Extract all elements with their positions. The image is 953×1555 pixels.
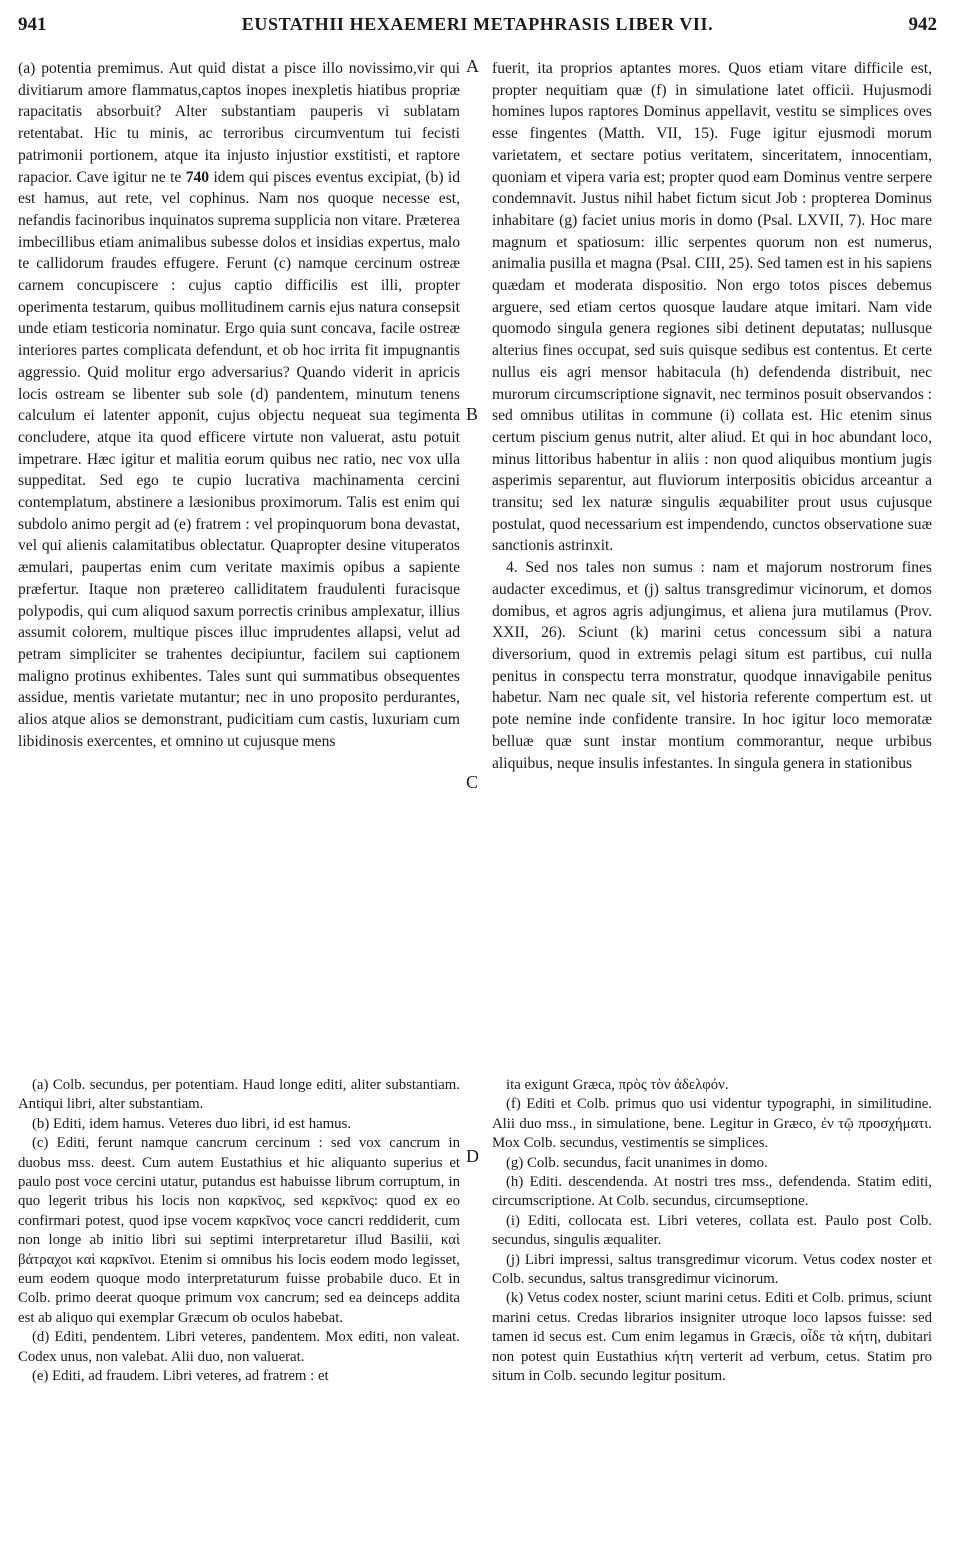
footnote-h: (h) Editi. descendenda. At nostri tres mss., defendenda. Statim editi, circumscriptione. At Colb. secundus, circumseptione. xyxy=(492,1174,932,1210)
page-number-left: 941 xyxy=(18,14,47,35)
section-marker-d: D xyxy=(466,1146,479,1166)
right-paragraph-2: 4. Sed nos tales non sumus : nam et majorum nostrorum fines audacter excedimus, et (j) saltus transgredimur vicinorum, et domos domibus, et agros agris adjungimus, et aliena jura mutilamus (Prov. XXII, 26). Sciunt (k) marini cetus concessum sibi a natura diversorium, quod in extremis pelagi situm est partibus, cui nulla penitus in conspectu terra monstratur, quodque innavigabile penitus habetur. Nam nec quale sit, vel historia referente compertum est. ut pote nemine inde confidente transire. In hoc igitur loco memoratæ belluæ quæ sunt instar montium commorantur, neque urbibus aliquibus, neque insulis infestantes. In singula genera in stationibus xyxy=(492,559,932,772)
footnote-a: (a) Colb. secundus, per potentiam. Haud longe editi, aliter substantiam. Antiqui libri, alter substantiam. xyxy=(18,1077,460,1113)
left-text-column xyxy=(18,58,460,753)
left-paragraph-part-2: idem qui pisces eventus excipiat, (b) id est hamus, aut rete, vel cophinus. Nam nos quoque necesse est, nefandis facinoribus inquinatos suprema supplicia non vitare. Præterea imbecillibus etiam animalibus subesse dolos et insidias expertus, malo te callidorum fraudes effugere. Ferunt (c) namque cercinum ostreæ carnem concupiscere : cujus captio difficilis est illi, propter operimenta testarum, quibus mollitudinem carnis ejus natura consepsit unde etiam testicoria nominatur. Ergo quia sunt concava, facile ostreæ interiores partes complicata defendunt, et ob hoc irrita fit impugnantis aggressio. Quid molitur ergo adversarius? Quando viderit in apricis locis ostream se libenter sub sole (d) pandentem, minutum tenens calculum ei latenter apponit, cujus objectu nequeat sua tegimenta concludere, atque ita quod efficere virtute non valuerat, astu potuit impetrare. Hæc igitur et malitia eorum quibus nec ratio, nec vox ulla suppeditat. Sed ego te cupio lucrativa machinamenta cercini contemplatum, abstinere a læsionibus proximorum. Talis est enim qui subdolo animo pergit ad (e) fratrem : vel propinquorum bona devastat, vel qui alienis calamitatibus oblectatur. Quapropter desine vituperatos æmulari, paupertas enim cum veritate maximis opibus a sapiente præfertur. Itaque non prætereo calliditatem fraudulenti furacisque polypodis, qui cum aliquod saxum porrectis crinibus amplexatur, illius assumit colorem, multique pisces illuc imprudentes allapsi, velut ad petram simpliciter se trahentes decipiuntur, facilem sui captionem maligno protinus exhibentes. Tales sunt qui summatibus obsequentes assidue, mentis varietate mutantur; nec in uno proposito perdurantes, alios atque alios se demonstrant, pudicitiam cum castis, luxuriam cum libidinosis exercentes, et omnino ut cujusque mens xyxy=(18,168,460,750)
footnote-e-continued: ita exigunt Græca, πρὸς τὸν ἀδελφόν. xyxy=(506,1077,729,1093)
footnote-c: (c) Editi, ferunt namque cancrum cercinum : sed vox cancrum in duobus mss. deest. Cum autem Eustathius et hic aliquanto superius et paulo post voce cercini utatur, putandus est habuisse librum corruptum, in quo legerit tribus his locis non καρκῖνος, sed κερκῖνος: quod ex eo confirmari potest, quod ipse vocem καρκῖνος voce cancri reddiderit, cum non longe ab initio libri sui septimi interpretaretur illud Basilii, καὶ βάτραχοι καὶ καρκῖνοι. Etenim si omnibus his locis eodem modo legisset, eum eodem quoque modo interpretaturum fuisse probabile duco. Et in Colb. primo deerat quoque primum vox cancrum; sed ea deinceps addita est ab aliquo qui exemplar Græcum ob oculos habebat. xyxy=(18,1135,460,1326)
signature-number: 740 xyxy=(185,168,210,186)
left-footnotes xyxy=(18,1076,460,1387)
footnote-k: (k) Vetus codex noster, sciunt marini cetus. Editi et Colb. primus, sciunt marini cetus. Credas librarios insigniter utroque loco lapsos fuisse: sed tamen id secus est. Cum enim legamus in Græcis, οἶδε τὰ κήτη, dubitari non potest quin Eustathius κήτη verterit ad verbum, cetus. Statim pro situm in Colb. secundo legitur positum. xyxy=(492,1290,932,1385)
footnote-f: (f) Editi et Colb. primus quo usi videntur typographi, in similitudine. Alii duo mss., in simulatione, bene. Legitur in Græco, ἐν τῷ προσχήματι. Mox Colb. secundus, vestimentis se simplices. xyxy=(492,1096,932,1152)
section-marker-b: B xyxy=(466,404,479,424)
right-text-column xyxy=(492,58,932,774)
footnote-e: (e) Editi, ad fraudem. Libri veteres, ad fratrem : et xyxy=(32,1368,329,1385)
footnote-d: (d) Editi, pendentem. Libri veteres, pandentem. Mox editi, non valeat. Codex unus, non valebat. Alii duo, non valuerat. xyxy=(18,1329,460,1365)
section-marker-a: A xyxy=(466,56,479,76)
running-head xyxy=(18,14,937,42)
right-paragraph-1: fuerit, ita proprios aptantes mores. Quos etiam vitare difficile est, propter nequitiam quæ (f) in simulatione latet officii. Hujusmodi homines lupos raptores Dominus appellavit, vestitu se simplices oves esse fingentes (Matth. VII, 15). Fuge igitur ejusmodi morum varietatem, et sectare potius veritatem, sinceritatem, innocentiam, quoniam et vipera varia est; propter quod eam Dominus ventre serpere condemnavit. Justus nihil habet fictum sicut Job : propterea Dominus inhabitare (g) faciet unius moris in domo (Psal. LXVII, 7). Hoc mare magnum et spatiosum: illic serpentes quorum non est numerus, animalia pusilla et magna (Psal. CIII, 25). Sed tamen est in his sapiens quædam et moderata dispositio. Non ergo totos pisces debemus arguere, sed etiam certos quosque laudare atque imitari. Nam vide quomodo singula genera regiones sibi detinent deputatas; nullusque alterius fines occupat, sed suis quisque sedibus est contentus. Et certe nullus eis agri mensor habitacula (h) defendenda distribuit, nec murorum circumscriptione signavit, nec terminos posuit observandos : sed omnibus utilitas in commune (i) collata est. Hic etenim sinus certum piscium genus nutrit, alter aliud. Et qui in hoc abundant loco, minus littoribus habentur in aliis : non quod aliquibus montium jugis asperimis separentur, aut fluviorum interpositis obicidus arceantur a transitu; sed lex naturæ singulis æquabiliter prout usus cujusque postulat, quod necessarium est impendendo, cunctos observatione suæ sanctionis astrinxit. xyxy=(492,60,933,555)
right-footnotes xyxy=(492,1076,932,1387)
section-marker-c: C xyxy=(466,772,479,792)
page-number-right: 942 xyxy=(908,14,937,35)
footnote-j: (j) Libri impressi, saltus transgredimur vicorum. Vetus codex noster et Colb. secundus, saltus transgredimur vicinorum. xyxy=(492,1251,932,1288)
footnote-i: (i) Editi, collocata est. Libri veteres, collata est. Paulo post Colb. secundus, singulis æqualiter. xyxy=(492,1212,932,1249)
footnote-b: (b) Editi, idem hamus. Veteres duo libri, id est hamus. xyxy=(32,1115,352,1132)
footnote-g: (g) Colb. secundus, facit unanimes in domo. xyxy=(506,1154,768,1171)
running-title: EUSTATHII HEXAEMERI METAPHRASIS LIBER VII. xyxy=(241,14,714,34)
left-paragraph-part-1: (a) potentia premimus. Aut quid distat a pisce illo novissimo,vir qui divitiarum amore flammatus,captos inopes inexpletis hiatibus propriæ rapacitatis absorbuit? Alter substantiam pauperis vi sublatam retentabat. Hic tu minis, ac terroribus circumventum tui fecisti patrimonii portionem, atque ita injusto injustior exstitisti, et raptore rapacior. Cave igitur ne te xyxy=(18,60,460,186)
